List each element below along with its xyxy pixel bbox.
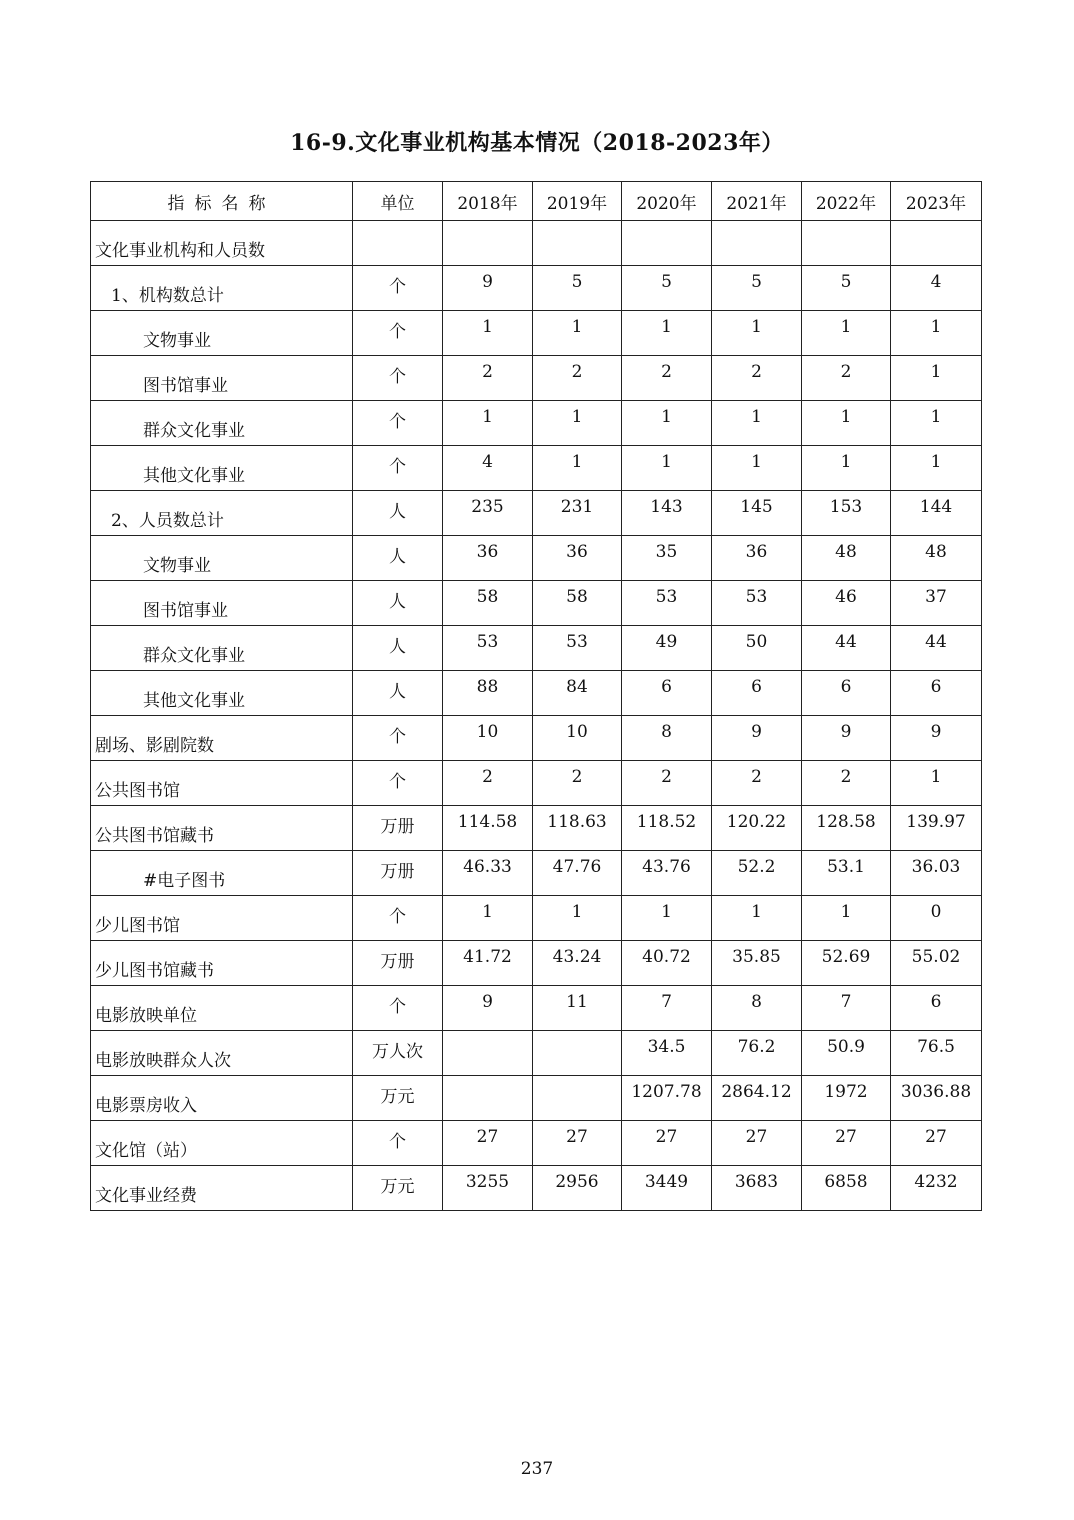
cell-value: 1: [533, 446, 622, 491]
cell-value: 235: [443, 491, 533, 536]
cell-value: 50: [712, 626, 802, 671]
cell-value: 1: [712, 311, 802, 356]
cell-value: 4: [891, 266, 982, 311]
cell-value: 3449: [622, 1166, 712, 1211]
cell-value: [622, 221, 712, 266]
cell-value: 8: [712, 986, 802, 1031]
cell-value: 27: [891, 1121, 982, 1166]
header-year: 2022年: [802, 182, 891, 221]
cell-value: 1: [443, 311, 533, 356]
cell-value: 153: [802, 491, 891, 536]
row-name: 剧场、影剧院数: [91, 716, 353, 761]
cell-value: 46.33: [443, 851, 533, 896]
cell-value: 1: [622, 311, 712, 356]
row-name: 1、机构数总计: [91, 266, 353, 311]
cell-value: 3255: [443, 1166, 533, 1211]
header-unit: 单位: [353, 182, 443, 221]
cell-value: 1: [533, 311, 622, 356]
cell-value: 37: [891, 581, 982, 626]
cell-value: 1: [802, 401, 891, 446]
cell-value: 6: [712, 671, 802, 716]
table-row: [91, 896, 982, 941]
cell-value: 1972: [802, 1076, 891, 1121]
cell-value: 5: [533, 266, 622, 311]
cell-value: 145: [712, 491, 802, 536]
cell-value: 1: [533, 896, 622, 941]
row-name: 公共图书馆藏书: [91, 806, 353, 851]
row-name: 公共图书馆: [91, 761, 353, 806]
cell-value: 48: [891, 536, 982, 581]
page-number: 237: [520, 1459, 554, 1479]
cell-value: 76.2: [712, 1031, 802, 1076]
cell-value: 1: [802, 311, 891, 356]
table-row: [91, 761, 982, 806]
cell-value: [533, 221, 622, 266]
cell-value: 1: [891, 761, 982, 806]
row-unit: 人: [353, 581, 443, 626]
cell-value: 53: [712, 581, 802, 626]
cell-value: [443, 1031, 533, 1076]
cell-value: 6: [802, 671, 891, 716]
table-row: [91, 806, 982, 851]
cell-value: 2956: [533, 1166, 622, 1211]
cell-value: 49: [622, 626, 712, 671]
cell-value: 1: [443, 896, 533, 941]
row-unit: 万册: [353, 851, 443, 896]
cell-value: 2: [622, 761, 712, 806]
cell-value: 46: [802, 581, 891, 626]
table-row: [91, 581, 982, 626]
cell-value: 6: [622, 671, 712, 716]
row-unit: 人: [353, 491, 443, 536]
row-unit: 人: [353, 626, 443, 671]
cell-value: 4: [443, 446, 533, 491]
cell-value: 5: [802, 266, 891, 311]
cell-value: 2: [712, 356, 802, 401]
row-name: 电影放映单位: [91, 986, 353, 1031]
row-unit: 个: [353, 1121, 443, 1166]
cell-value: 84: [533, 671, 622, 716]
cell-value: 48: [802, 536, 891, 581]
row-unit: 人: [353, 536, 443, 581]
cell-value: [712, 221, 802, 266]
cell-value: 2: [443, 761, 533, 806]
cell-value: 6: [891, 986, 982, 1031]
cell-value: 47.76: [533, 851, 622, 896]
row-unit: 个: [353, 401, 443, 446]
cell-value: 1: [443, 401, 533, 446]
cell-value: 2: [622, 356, 712, 401]
cell-value: 2: [802, 356, 891, 401]
cell-value: 231: [533, 491, 622, 536]
header-name: [91, 182, 353, 221]
row-name: #电子图书: [91, 851, 353, 896]
cell-value: [533, 1031, 622, 1076]
table-row: [91, 491, 982, 536]
cell-value: [533, 1076, 622, 1121]
cell-value: 1: [802, 896, 891, 941]
cell-value: 118.52: [622, 806, 712, 851]
row-name: 文化馆（站）: [91, 1121, 353, 1166]
cell-value: 53: [533, 626, 622, 671]
cell-value: 36: [712, 536, 802, 581]
cell-value: 1: [891, 356, 982, 401]
cell-value: 53.1: [802, 851, 891, 896]
header-year: 2019年: [533, 182, 622, 221]
cell-value: 120.22: [712, 806, 802, 851]
cell-value: 55.02: [891, 941, 982, 986]
cell-value: 6: [891, 671, 982, 716]
cell-value: 58: [533, 581, 622, 626]
cell-value: 3036.88: [891, 1076, 982, 1121]
cell-value: 1: [622, 446, 712, 491]
table-row: [91, 626, 982, 671]
table-row: [91, 446, 982, 491]
row-unit: 个: [353, 716, 443, 761]
cell-value: 27: [712, 1121, 802, 1166]
row-name: 图书馆事业: [91, 356, 353, 401]
cell-value: 44: [802, 626, 891, 671]
cell-value: 44: [891, 626, 982, 671]
cell-value: 35.85: [712, 941, 802, 986]
row-name: 文化事业机构和人员数: [91, 221, 353, 266]
table-row: [91, 986, 982, 1031]
table-row: [91, 266, 982, 311]
row-name: 文物事业: [91, 311, 353, 356]
row-unit: 个: [353, 761, 443, 806]
table-row: [91, 1031, 982, 1076]
cell-value: 1: [891, 401, 982, 446]
cell-value: 43.24: [533, 941, 622, 986]
cell-value: 1: [712, 896, 802, 941]
cell-value: 139.97: [891, 806, 982, 851]
cell-value: 53: [622, 581, 712, 626]
cell-value: 1: [622, 401, 712, 446]
statistics-table: [90, 181, 982, 1211]
header-name-label: 指标名称: [167, 193, 276, 214]
cell-value: 34.5: [622, 1031, 712, 1076]
row-unit: 万元: [353, 1166, 443, 1211]
cell-value: 9: [712, 716, 802, 761]
cell-value: 9: [443, 986, 533, 1031]
row-name: 群众文化事业: [91, 626, 353, 671]
cell-value: 11: [533, 986, 622, 1031]
row-name: 文物事业: [91, 536, 353, 581]
cell-value: [443, 1076, 533, 1121]
cell-value: 27: [802, 1121, 891, 1166]
cell-value: 143: [622, 491, 712, 536]
cell-value: 43.76: [622, 851, 712, 896]
cell-value: 36: [443, 536, 533, 581]
cell-value: 1: [802, 446, 891, 491]
cell-value: 2: [802, 761, 891, 806]
cell-value: 2: [712, 761, 802, 806]
cell-value: 1: [891, 311, 982, 356]
row-name: 图书馆事业: [91, 581, 353, 626]
cell-value: 9: [891, 716, 982, 761]
cell-value: 114.58: [443, 806, 533, 851]
cell-value: 7: [802, 986, 891, 1031]
cell-value: [802, 221, 891, 266]
cell-value: 76.5: [891, 1031, 982, 1076]
row-name: 文化事业经费: [91, 1166, 353, 1211]
cell-value: 58: [443, 581, 533, 626]
cell-value: 1207.78: [622, 1076, 712, 1121]
table-row: [91, 401, 982, 446]
cell-value: 1: [622, 896, 712, 941]
cell-value: 9: [443, 266, 533, 311]
row-unit: 人: [353, 671, 443, 716]
cell-value: 2864.12: [712, 1076, 802, 1121]
row-unit: 个: [353, 446, 443, 491]
cell-value: 9: [802, 716, 891, 761]
cell-value: 40.72: [622, 941, 712, 986]
row-unit: [353, 221, 443, 266]
header-year: 2020年: [622, 182, 712, 221]
cell-value: 52.2: [712, 851, 802, 896]
row-name: 群众文化事业: [91, 401, 353, 446]
row-name: 其他文化事业: [91, 671, 353, 716]
row-unit: 万册: [353, 941, 443, 986]
cell-value: [891, 221, 982, 266]
cell-value: 88: [443, 671, 533, 716]
row-unit: 个: [353, 896, 443, 941]
table-row: [91, 851, 982, 896]
row-unit: 个: [353, 986, 443, 1031]
cell-value: 53: [443, 626, 533, 671]
header-year: 2021年: [712, 182, 802, 221]
row-name: 2、人员数总计: [91, 491, 353, 536]
row-name: 少儿图书馆: [91, 896, 353, 941]
cell-value: 10: [533, 716, 622, 761]
cell-value: 128.58: [802, 806, 891, 851]
row-unit: 个: [353, 311, 443, 356]
cell-value: 7: [622, 986, 712, 1031]
cell-value: 27: [443, 1121, 533, 1166]
cell-value: 144: [891, 491, 982, 536]
cell-value: 35: [622, 536, 712, 581]
cell-value: [443, 221, 533, 266]
row-unit: 万册: [353, 806, 443, 851]
cell-value: 1: [712, 446, 802, 491]
table-row: [91, 941, 982, 986]
row-name: 少儿图书馆藏书: [91, 941, 353, 986]
cell-value: 5: [622, 266, 712, 311]
cell-value: 2: [533, 356, 622, 401]
cell-value: 1: [712, 401, 802, 446]
row-name: 电影放映群众人次: [91, 1031, 353, 1076]
table-row: [91, 221, 982, 266]
header-year: 2023年: [891, 182, 982, 221]
row-unit: 万人次: [353, 1031, 443, 1076]
row-unit: 个: [353, 356, 443, 401]
cell-value: 41.72: [443, 941, 533, 986]
cell-value: 36: [533, 536, 622, 581]
cell-value: 1: [891, 446, 982, 491]
cell-value: 4232: [891, 1166, 982, 1211]
cell-value: 6858: [802, 1166, 891, 1211]
table-row: [91, 1076, 982, 1121]
cell-value: 36.03: [891, 851, 982, 896]
row-unit: 个: [353, 266, 443, 311]
cell-value: 27: [622, 1121, 712, 1166]
cell-value: 1: [533, 401, 622, 446]
cell-value: 2: [533, 761, 622, 806]
cell-value: 52.69: [802, 941, 891, 986]
page-title: 16-9.文化事业机构基本情况（2018-2023年）: [290, 130, 784, 156]
cell-value: 2: [443, 356, 533, 401]
cell-value: 10: [443, 716, 533, 761]
cell-value: 50.9: [802, 1031, 891, 1076]
table-row: [91, 716, 982, 761]
table-row: [91, 1166, 982, 1211]
row-name: 其他文化事业: [91, 446, 353, 491]
cell-value: 8: [622, 716, 712, 761]
table-row: [91, 671, 982, 716]
table-row: [91, 536, 982, 581]
cell-value: 118.63: [533, 806, 622, 851]
table-row: [91, 1121, 982, 1166]
table-header-row: [91, 182, 982, 221]
cell-value: 27: [533, 1121, 622, 1166]
cell-value: 5: [712, 266, 802, 311]
header-year: 2018年: [443, 182, 533, 221]
table-row: [91, 311, 982, 356]
row-name: 电影票房收入: [91, 1076, 353, 1121]
cell-value: 0: [891, 896, 982, 941]
table-row: [91, 356, 982, 401]
row-unit: 万元: [353, 1076, 443, 1121]
cell-value: 3683: [712, 1166, 802, 1211]
